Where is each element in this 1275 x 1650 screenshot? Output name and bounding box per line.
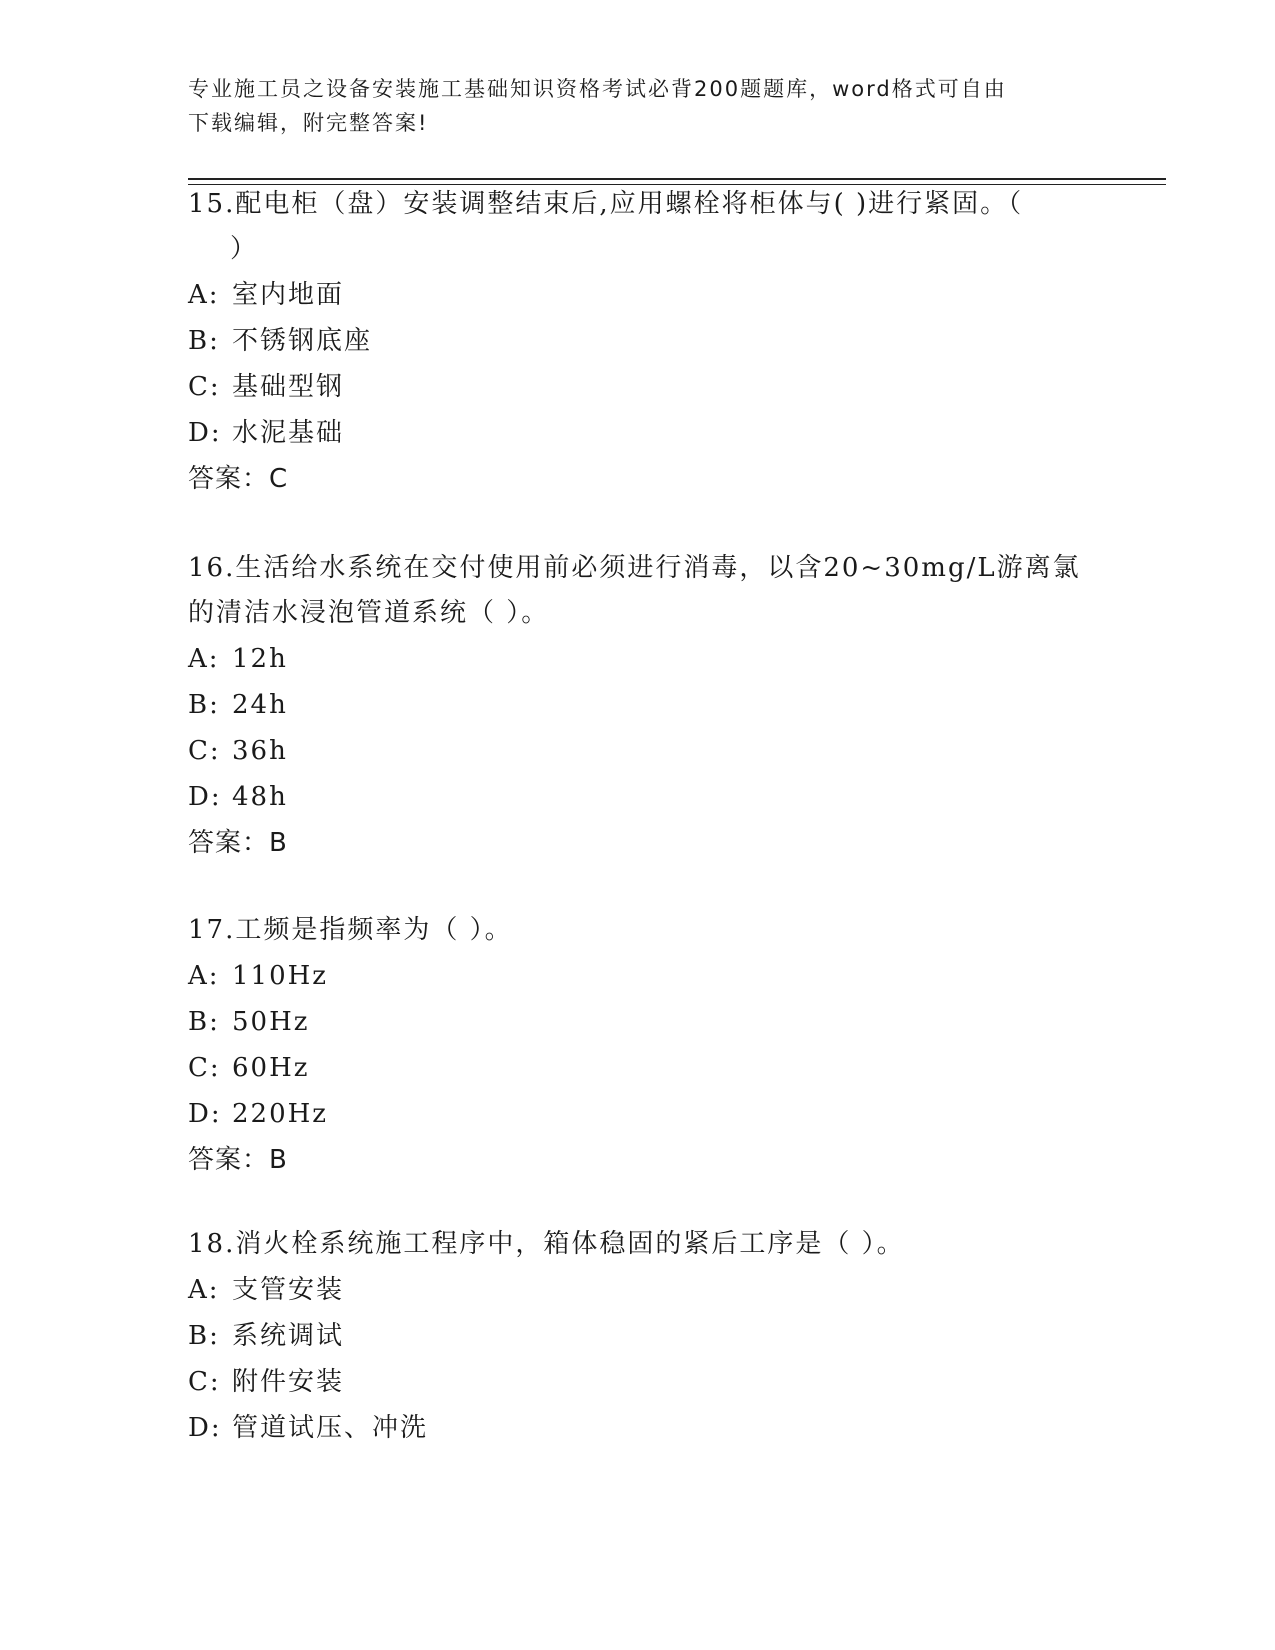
option-text: 室内地面 xyxy=(232,280,345,310)
option-b xyxy=(188,1313,1088,1359)
question-stem-line-2: 的清洁水浸泡管道系统（ ）。 xyxy=(188,598,550,628)
question-18 xyxy=(188,1222,1088,1451)
question-stem-line-1: 17.工频是指频率为（ ）。 xyxy=(188,915,513,945)
option-text: 不锈钢底座 xyxy=(232,326,373,356)
option-d xyxy=(188,1405,1088,1451)
option-letter: D: xyxy=(188,782,222,812)
question-stem xyxy=(188,182,1088,272)
option-text: 12h xyxy=(232,644,288,674)
question-16 xyxy=(188,546,1088,866)
option-a xyxy=(188,636,1088,682)
option-d xyxy=(188,410,1088,456)
option-letter: C: xyxy=(188,1367,221,1397)
option-c xyxy=(188,1045,1088,1091)
option-letter: A: xyxy=(188,1275,220,1305)
answer: 答案：C xyxy=(188,464,289,494)
option-a xyxy=(188,1267,1088,1313)
option-letter: A: xyxy=(188,280,220,310)
option-letter: D: xyxy=(188,1413,222,1443)
option-d xyxy=(188,774,1088,820)
question-17 xyxy=(188,908,1088,1183)
option-b xyxy=(188,999,1088,1045)
option-text: 系统调试 xyxy=(232,1321,345,1351)
question-stem xyxy=(188,546,1088,636)
option-text: 支管安装 xyxy=(232,1275,345,1305)
header-line-2: 下载编辑，附完整答案! xyxy=(188,111,429,135)
option-letter: A: xyxy=(188,644,220,674)
option-b xyxy=(188,318,1088,364)
option-letter: C: xyxy=(188,736,221,766)
option-text: 110Hz xyxy=(232,961,328,991)
option-text: 36h xyxy=(232,736,288,766)
option-c xyxy=(188,1359,1088,1405)
question-stem xyxy=(188,908,1088,953)
option-letter: A: xyxy=(188,961,220,991)
header-line-1: 专业施工员之设备安装施工基础知识资格考试必背200题题库，word格式可自由 xyxy=(188,77,1007,101)
header-divider-thick xyxy=(188,178,1166,180)
question-stem-line-1: 16.生活给水系统在交付使用前必须进行消毒，以含20~30mg/L游离氯 xyxy=(188,553,1081,583)
option-d xyxy=(188,1091,1088,1137)
question-stem xyxy=(188,1222,1088,1267)
question-stem-line-1: 15.配电柜（盘）安装调整结束后,应用螺栓将柜体与( )进行紧固。（ xyxy=(188,189,1024,219)
question-stem-line-1: 18.消火栓系统施工程序中，箱体稳固的紧后工序是（ ）。 xyxy=(188,1229,905,1259)
option-text: 60Hz xyxy=(232,1053,310,1083)
option-letter: D: xyxy=(188,1099,222,1129)
answer: 答案：B xyxy=(188,1145,288,1175)
option-letter: C: xyxy=(188,372,221,402)
option-a xyxy=(188,272,1088,318)
answer: 答案：B xyxy=(188,828,288,858)
option-c xyxy=(188,364,1088,410)
document-header xyxy=(188,72,1088,140)
question-stem-line-2: ） xyxy=(230,234,259,264)
option-text: 水泥基础 xyxy=(232,418,345,448)
option-letter: B: xyxy=(188,1007,220,1037)
option-text: 基础型钢 xyxy=(232,372,345,402)
question-15 xyxy=(188,182,1088,502)
option-text: 50Hz xyxy=(232,1007,310,1037)
option-text: 48h xyxy=(232,782,288,812)
option-text: 管道试压、冲洗 xyxy=(232,1413,429,1443)
option-letter: C: xyxy=(188,1053,221,1083)
option-letter: B: xyxy=(188,326,220,356)
option-letter: B: xyxy=(188,690,220,720)
option-text: 220Hz xyxy=(232,1099,328,1129)
option-b xyxy=(188,682,1088,728)
option-text: 附件安装 xyxy=(232,1367,345,1397)
option-c xyxy=(188,728,1088,774)
option-a xyxy=(188,953,1088,999)
option-text: 24h xyxy=(232,690,288,720)
option-letter: B: xyxy=(188,1321,220,1351)
option-letter: D: xyxy=(188,418,222,448)
